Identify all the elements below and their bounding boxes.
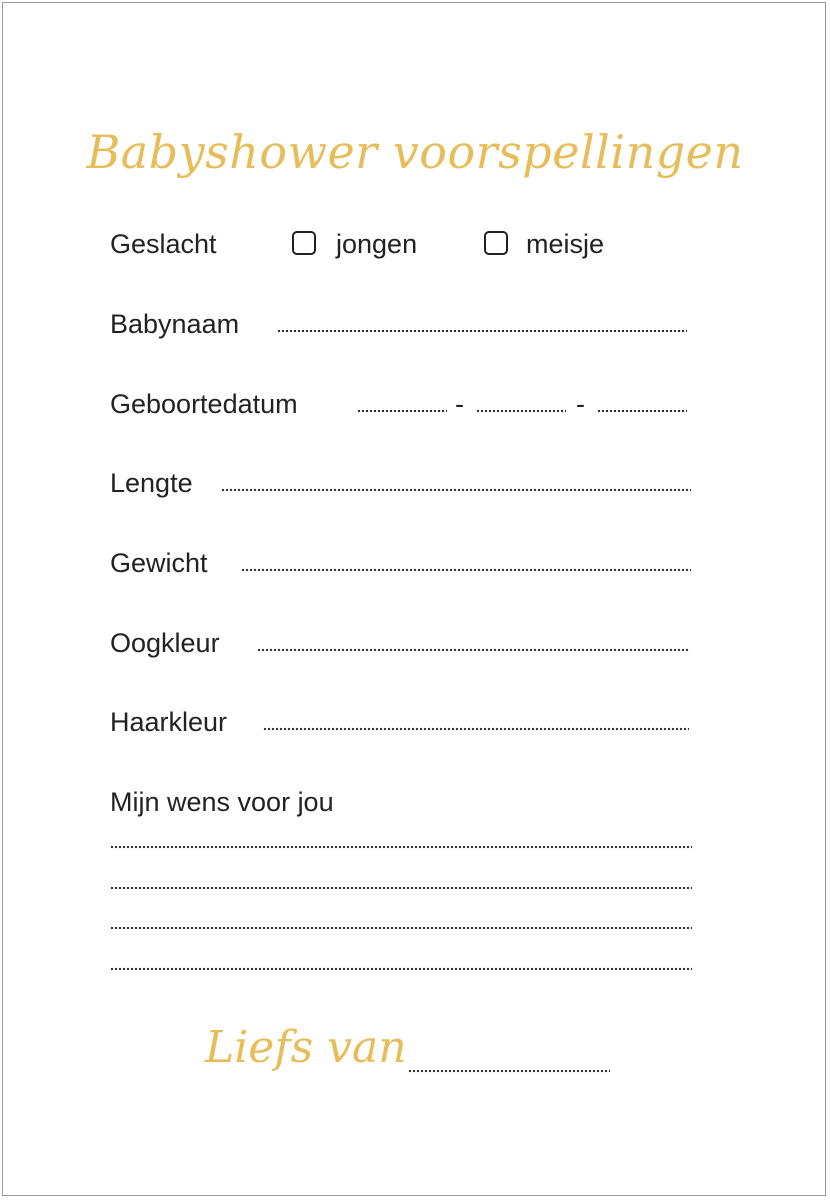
length-label: Lengte [110,468,193,498]
girl-checkbox[interactable] [484,231,508,255]
birthdate-month-line[interactable] [476,409,566,413]
weight-label: Gewicht [110,548,208,578]
wish-label: Mijn wens voor jou [110,787,334,817]
date-separator: - [455,389,464,419]
boy-option-label: jongen [336,229,418,259]
wish-line-4[interactable] [110,967,692,971]
birthdate-label: Geboortedatum [110,389,298,419]
signoff-line[interactable] [408,1069,610,1073]
babyname-line[interactable] [277,329,687,333]
wish-line-1[interactable] [110,845,692,849]
card-title: Babyshower voorspellingen [86,125,744,179]
date-separator: - [576,389,585,419]
wish-line-2[interactable] [110,886,692,890]
hair-color-label: Haarkleur [110,707,228,737]
prediction-card [2,2,826,1196]
gender-label: Geslacht [110,229,217,259]
signoff-label: Liefs van [205,1022,407,1073]
eye-color-line[interactable] [257,648,689,652]
length-line[interactable] [221,488,691,492]
birthdate-day-line[interactable] [357,409,447,413]
weight-line[interactable] [241,568,691,572]
birthdate-year-line[interactable] [597,409,687,413]
boy-checkbox[interactable] [292,231,316,255]
girl-option-label: meisje [526,229,605,259]
eye-color-label: Oogkleur [110,628,220,658]
babyname-label: Babynaam [110,309,240,339]
wish-line-3[interactable] [110,926,692,930]
hair-color-line[interactable] [263,727,689,731]
